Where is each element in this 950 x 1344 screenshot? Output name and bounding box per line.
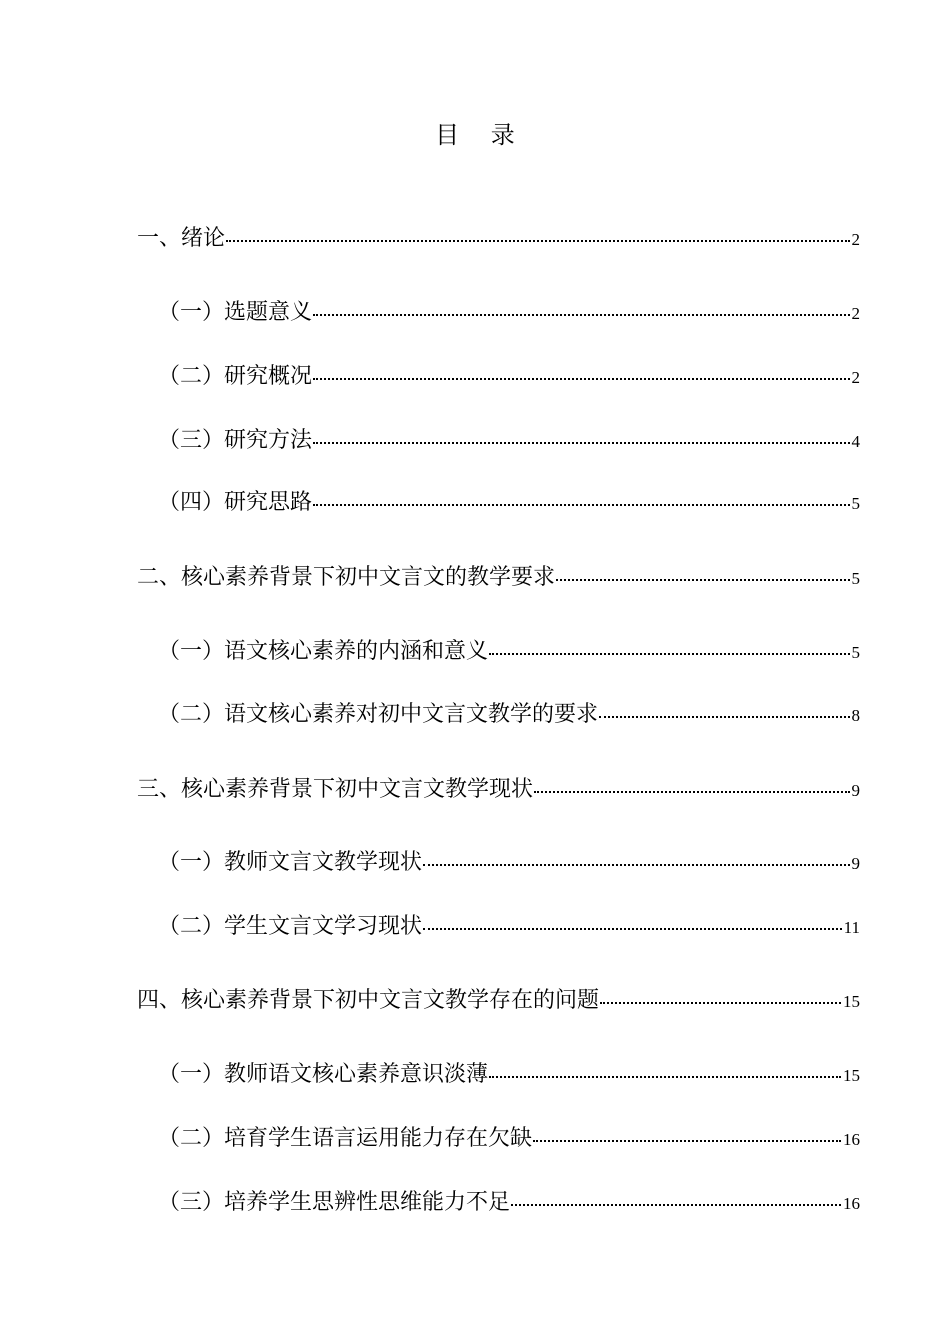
toc-entry-title: 三、核心素养背景下初中文言文教学现状	[137, 777, 534, 802]
toc-entry-title: 一、绪论	[137, 226, 226, 251]
toc-entry-title: （二）培育学生语言运用能力存在欠缺	[158, 1126, 533, 1151]
dot-leader	[313, 504, 849, 506]
toc-entry-1-4[interactable]	[158, 486, 860, 520]
toc-entry-page: 8	[851, 706, 860, 725]
toc-entry-2[interactable]	[137, 561, 860, 595]
toc-entry-1-3[interactable]	[158, 424, 860, 458]
toc-entry-title: （三）培养学生思辨性思维能力不足	[158, 1190, 511, 1215]
toc-entry-page: 2	[851, 230, 860, 249]
toc-entry-page: 11	[843, 918, 860, 937]
toc-entry-title: （二）语文核心素养对初中文言文教学的要求	[158, 702, 599, 727]
toc-entry-page: 5	[851, 643, 860, 662]
dot-leader	[600, 1002, 841, 1004]
toc-entry-title: （二）学生文言文学习现状	[158, 914, 423, 939]
toc-entry-title: （一）教师文言文教学现状	[158, 850, 423, 875]
toc-entry-1-2[interactable]	[158, 360, 860, 394]
toc-entry-page: 5	[851, 569, 860, 588]
dot-leader	[423, 864, 849, 866]
toc-entry-3[interactable]	[137, 773, 860, 807]
toc-entry-2-1[interactable]	[158, 635, 860, 669]
toc-entry-page: 16	[843, 1130, 860, 1149]
toc-entry-4[interactable]	[137, 984, 860, 1018]
toc-entry-3-1[interactable]	[158, 846, 860, 880]
toc-entry-page: 15	[843, 1066, 860, 1085]
toc-entry-3-2[interactable]	[158, 910, 860, 944]
dot-leader	[313, 442, 849, 444]
dot-leader	[313, 378, 849, 380]
toc-entry-page: 9	[851, 781, 860, 800]
toc-entry-title: （四）研究思路	[158, 490, 313, 515]
toc-entry-title: 二、核心素养背景下初中文言文的教学要求	[137, 565, 556, 590]
dot-leader	[533, 1140, 841, 1142]
toc-entry-title: （一）语文核心素养的内涵和意义	[158, 639, 489, 664]
dot-leader	[489, 653, 849, 655]
toc-entry-title: （三）研究方法	[158, 428, 313, 453]
toc-entry-4-2[interactable]	[158, 1122, 860, 1156]
dot-leader	[511, 1204, 841, 1206]
toc-entry-title: 四、核心素养背景下初中文言文教学存在的问题	[137, 988, 600, 1013]
toc-entry-title: （二）研究概况	[158, 364, 313, 389]
toc-entry-page: 2	[851, 304, 860, 323]
dot-leader	[489, 1076, 841, 1078]
toc-entry-page: 16	[843, 1194, 860, 1213]
page-title: 目 录	[435, 121, 527, 149]
dot-leader	[534, 791, 849, 793]
toc-entry-page: 4	[851, 432, 860, 451]
dot-leader	[226, 240, 849, 242]
toc-entry-1[interactable]	[137, 222, 860, 256]
dot-leader	[599, 716, 849, 718]
dot-leader	[423, 928, 842, 930]
toc-entry-page: 9	[851, 854, 860, 873]
dot-leader	[313, 314, 849, 316]
toc-entry-title: （一）选题意义	[158, 300, 313, 325]
toc-entry-page: 2	[851, 368, 860, 387]
toc-entry-page: 5	[851, 494, 860, 513]
toc-entry-4-3[interactable]	[158, 1186, 860, 1220]
toc-entry-page: 15	[843, 992, 860, 1011]
toc-entry-4-1[interactable]	[158, 1058, 860, 1092]
dot-leader	[556, 579, 849, 581]
toc-entry-2-2[interactable]	[158, 698, 860, 732]
toc-entry-1-1[interactable]	[158, 296, 860, 330]
toc-entry-title: （一）教师语文核心素养意识淡薄	[158, 1062, 489, 1087]
